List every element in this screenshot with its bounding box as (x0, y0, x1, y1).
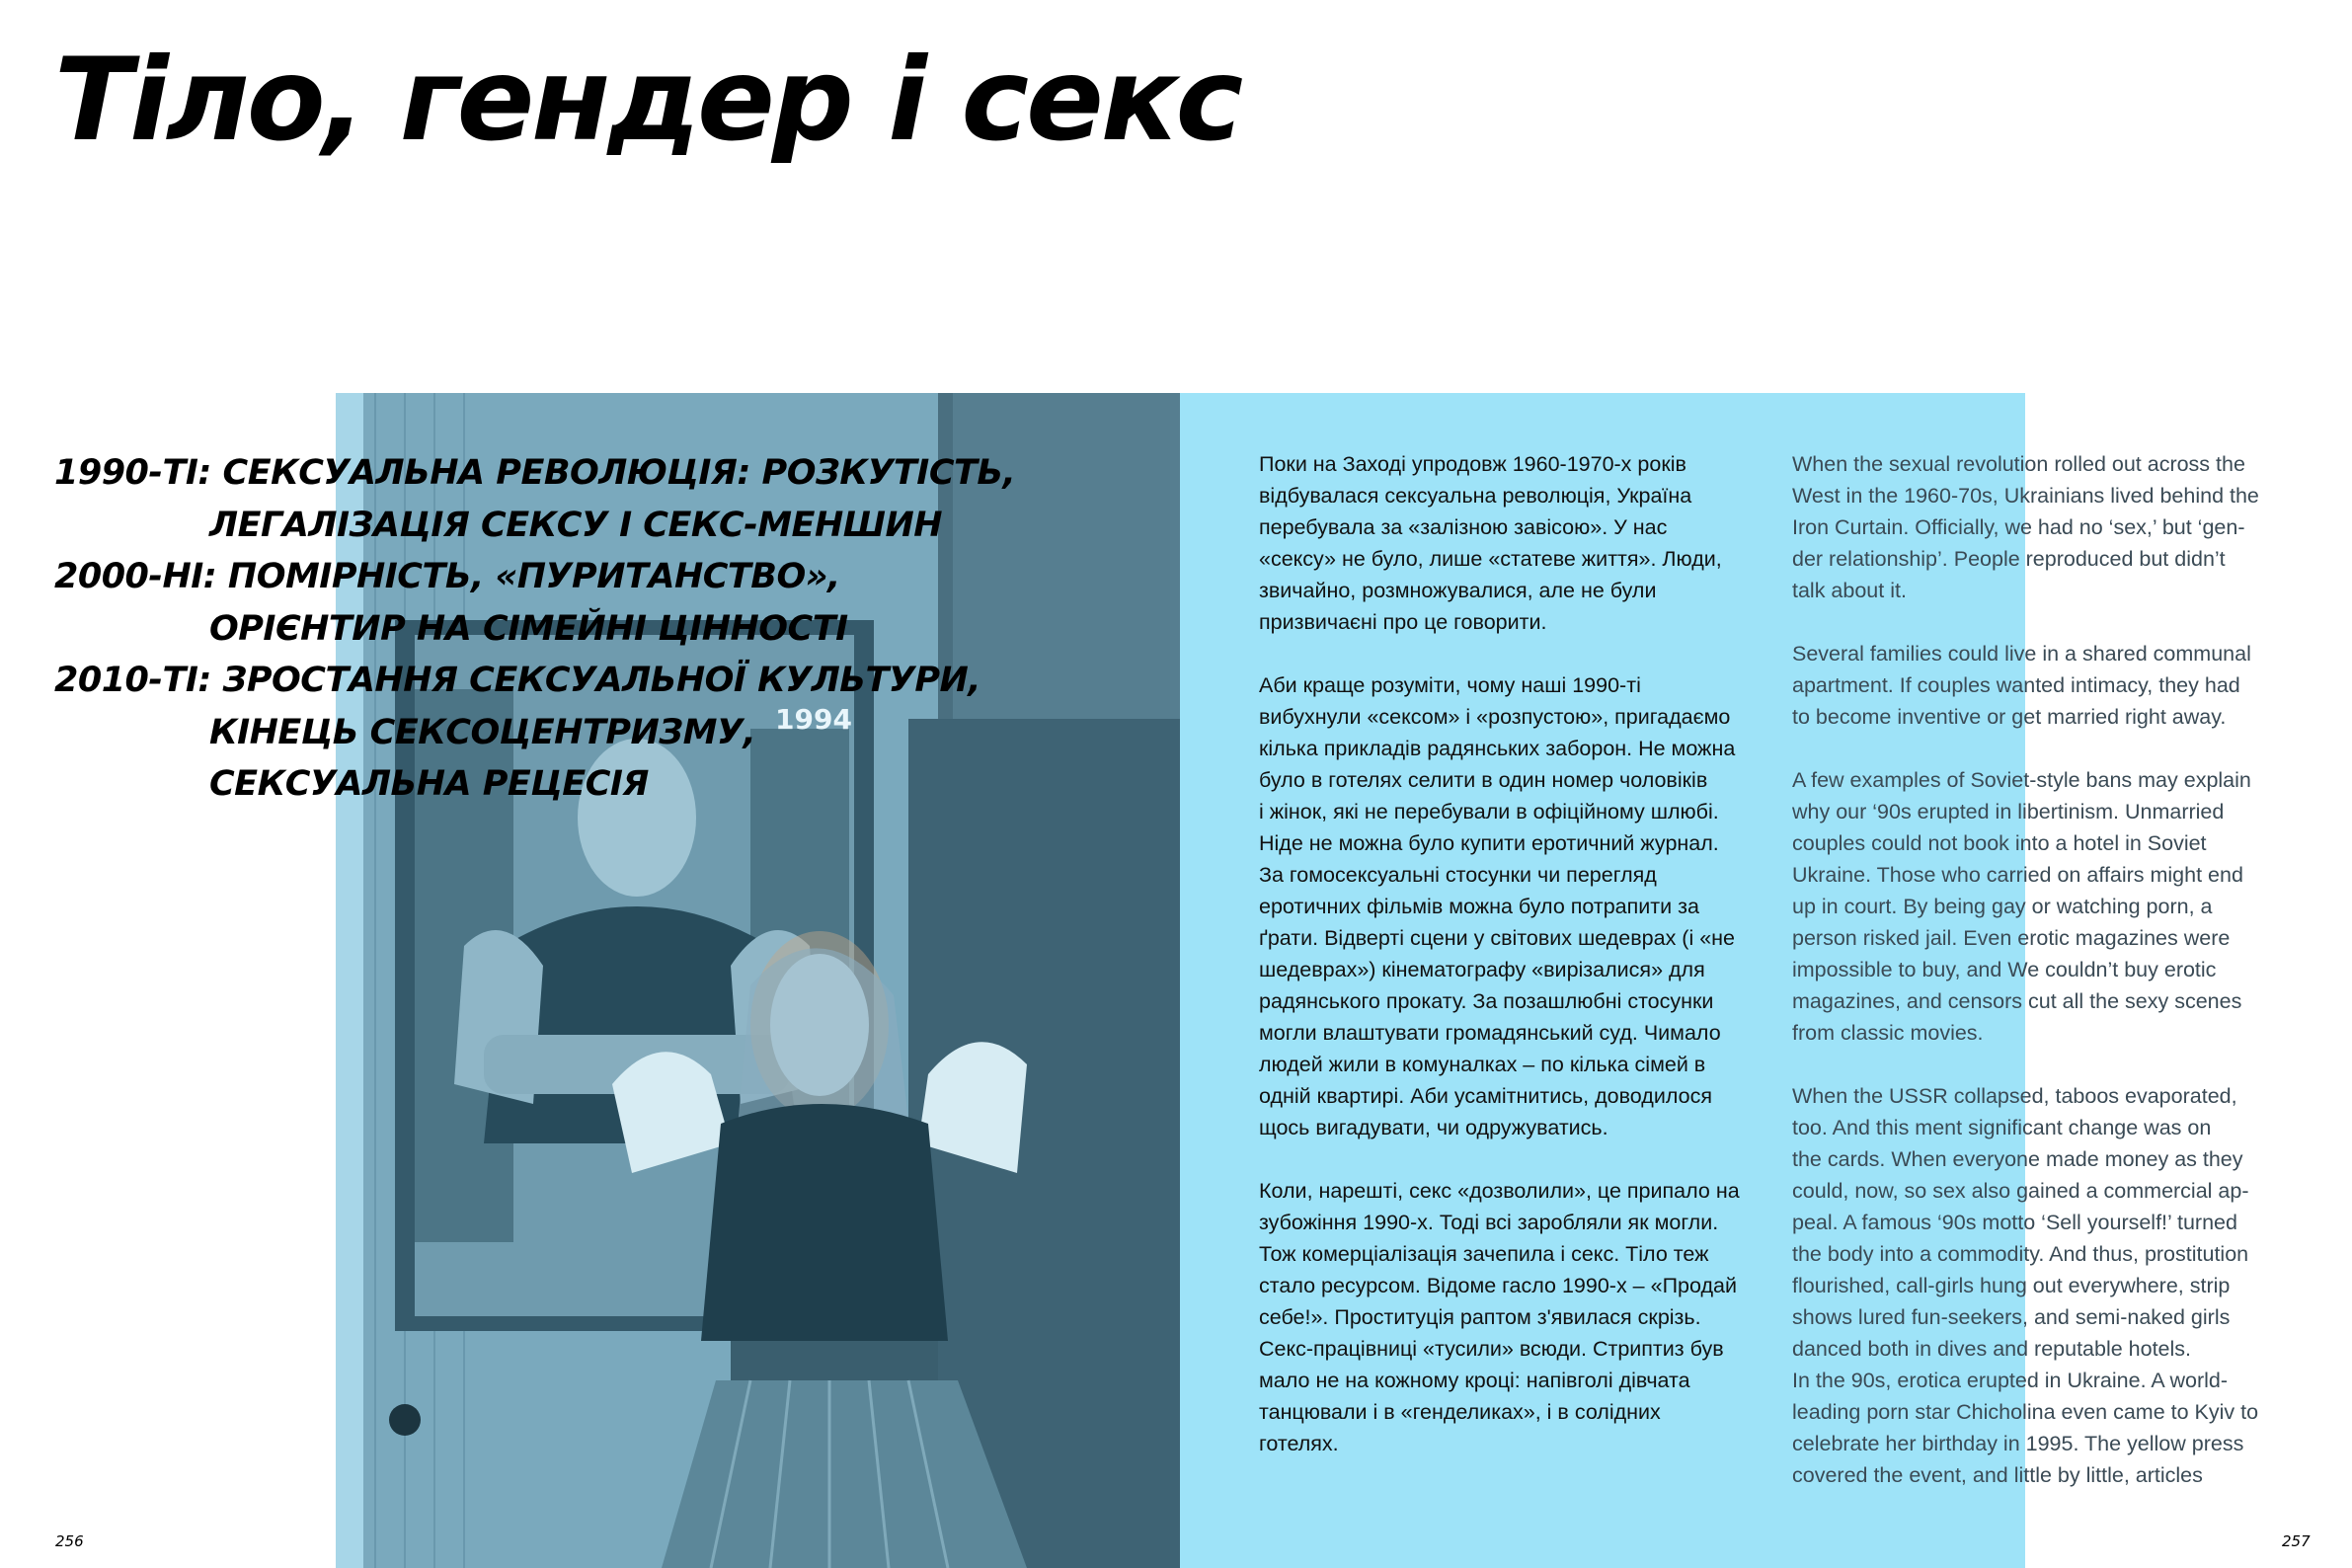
timeline-description: КІНЕЦЬ СЕКСОЦЕНТРИЗМУ, (209, 712, 756, 752)
calendar-year: 1994 (775, 703, 852, 736)
text-line: could, now, so sex also gained a commercial ap- (1792, 1179, 2249, 1203)
text-line: A few examples of Soviet-style bans may explain (1792, 768, 2251, 792)
paragraph (1792, 448, 2315, 606)
text-line: too. And this ment significant change was on (1792, 1116, 2212, 1139)
text-line: кілька прикладів радянських заборон. Не можна (1259, 737, 1736, 760)
text-line: from classic movies. (1792, 1021, 1984, 1045)
timeline-period: 2000-НІ: ПОМІРНІСТЬ, «ПУРИТАНСТВО», (54, 557, 840, 596)
text-line: звичайно, розмножувалися, але не були (1259, 579, 1657, 602)
text-line: When the USSR collapsed, taboos evaporated, (1792, 1084, 2237, 1108)
timeline-entry (54, 655, 1160, 811)
text-line: ґрати. Відверті сцени у світових шедеврах (і «не (1259, 926, 1735, 950)
text-line: мало не на кожному кроці: напівголі дівчата (1259, 1369, 1690, 1392)
paragraph (1259, 448, 1787, 638)
text-line: leading porn star Chicholina even came to Kyiv to (1792, 1400, 2259, 1424)
text-line: Ukraine. Those who carried on affairs might end (1792, 863, 2243, 887)
text-line: Коли, нарешті, секс «дозволили», це припало на (1259, 1179, 1740, 1203)
paragraph (1792, 1365, 2315, 1491)
timeline-entry (54, 447, 1160, 551)
timeline-description: СЕКСУАЛЬНА РЕЦЕСІЯ (209, 764, 649, 804)
text-line: людей жили в комуналках – по кілька сімей в (1259, 1053, 1706, 1076)
text-line: перебувала за «залізною завісою». У нас (1259, 515, 1668, 539)
text-line: танцювали і в «генделиках», і в солідних (1259, 1400, 1661, 1424)
text-line: magazines, and censors cut all the sexy scenes (1792, 989, 2242, 1013)
timeline-headline (54, 447, 1160, 811)
text-line: Ніде не можна було купити еротичний журнал. (1259, 831, 1719, 855)
paragraph (1792, 1080, 2315, 1365)
text-line: der relationship’. People reproduced but didn’t (1792, 547, 2226, 571)
text-line: Секс-працівниці «тусили» всюди. Стриптиз був (1259, 1337, 1724, 1361)
text-line: apartment. If couples wanted intimacy, they had (1792, 673, 2240, 697)
text-line: shows lured fun-seekers, and semi-naked girls (1792, 1305, 2231, 1329)
text-line: up in court. By being gay or watching porn, a (1792, 895, 2213, 918)
text-line: danced both in dives and reputable hotels. (1792, 1337, 2192, 1361)
paragraph (1259, 669, 1787, 1143)
text-line: «сексу» не було, лише «статеве життя». Люди, (1259, 547, 1722, 571)
text-line: Тож комерціалізація зачепила і секс. Тіло теж (1259, 1242, 1709, 1266)
text-line: одній квартирі. Аби усамітнитись, доводилося (1259, 1084, 1712, 1108)
text-line: зубожіння 1990-х. Тоді всі заробляли як могли. (1259, 1211, 1719, 1234)
text-line: Several families could live in a shared communal (1792, 642, 2251, 666)
timeline-period: 1990-ТІ: СЕКСУАЛЬНА РЕВОЛЮЦІЯ: РОЗКУТІСТЬ, (54, 453, 1016, 493)
text-line: talk about it. (1792, 579, 1907, 602)
text-line: стало ресурсом. Відоме гасло 1990-х – «Продай (1259, 1274, 1737, 1297)
paragraph (1792, 764, 2315, 1049)
text-line: When the sexual revolution rolled out across the (1792, 452, 2245, 476)
timeline-description: ОРІЄНТИР НА СІМЕЙНІ ЦІННОСТІ (209, 608, 848, 649)
timeline-entry (54, 551, 1160, 655)
text-line: person risked jail. Even erotic magazines were (1792, 926, 2231, 950)
text-line: flourished, call-girls hung out everywhere, strip (1792, 1274, 2231, 1297)
paragraph (1792, 638, 2315, 733)
text-line: the body into a commodity. And thus, prostitution (1792, 1242, 2249, 1266)
text-line: себе!». Проституція раптом з'явилася скрізь. (1259, 1305, 1701, 1329)
text-line: призвичаєні про це говорити. (1259, 610, 1547, 634)
text-line: щось вигадувати, чи одружуватись. (1259, 1116, 1608, 1139)
page-number-right: 257 (2282, 1532, 2311, 1550)
page-number-left: 256 (55, 1532, 84, 1550)
text-line: celebrate her birthday in 1995. The yellow press (1792, 1432, 2244, 1455)
body-text-ukrainian (1259, 448, 1787, 1491)
text-line: вибухнули «сексом» і «розпустою», пригадаємо (1259, 705, 1731, 729)
timeline-period: 2010-ТІ: ЗРОСТАННЯ СЕКСУАЛЬНОЇ КУЛЬТУРИ, (54, 661, 981, 700)
text-line: еротичних фільмів можна було потрапити за (1259, 895, 1699, 918)
text-line: було в готелях селити в один номер чоловіків (1259, 768, 1708, 792)
text-line: peal. A famous ‘90s motto ‘Sell yourself!’ turned (1792, 1211, 2237, 1234)
text-line: і жінок, які не перебували в офіційному шлюбі. (1259, 800, 1719, 823)
text-line: шедеврах») кінематографу «вирізалися» для (1259, 958, 1705, 981)
text-line: Поки на Заході упродовж 1960-1970-х років (1259, 452, 1686, 476)
text-line: couples could not book into a hotel in Soviet (1792, 831, 2207, 855)
text-line: the cards. When everyone made money as they (1792, 1147, 2243, 1171)
body-text-english (1792, 448, 2315, 1523)
text-line: радянського прокату. За позашлюбні стосунки (1259, 989, 1714, 1013)
text-line: impossible to buy, and We couldn’t buy erotic (1792, 958, 2217, 981)
timeline-description: ЛЕГАЛІЗАЦІЯ СЕКСУ І СЕКС-МЕНШИН (209, 505, 943, 545)
text-line: Аби краще розуміти, чому наші 1990-ті (1259, 673, 1641, 697)
text-line: Iron Curtain. Officially, we had no ‘sex,’ but ‘gen- (1792, 515, 2245, 539)
text-line: готелях. (1259, 1432, 1339, 1455)
text-line: to become inventive or get married right away. (1792, 705, 2227, 729)
text-line: West in the 1960-70s, Ukrainians lived behind the (1792, 484, 2259, 508)
text-line: могли влаштувати громадянський суд. Чимало (1259, 1021, 1721, 1045)
text-line: За гомосексуальні стосунки чи перегляд (1259, 863, 1657, 887)
text-line: In the 90s, erotica erupted in Ukraine. A world- (1792, 1369, 2228, 1392)
text-line: відбувалася сексуальна революція, Україна (1259, 484, 1692, 508)
text-line: why our ‘90s erupted in libertinism. Unmarried (1792, 800, 2225, 823)
paragraph (1259, 1175, 1787, 1459)
page-title: Тіло, гендер і секс (54, 34, 1241, 167)
text-line: covered the event, and little by little, articles (1792, 1463, 2203, 1487)
